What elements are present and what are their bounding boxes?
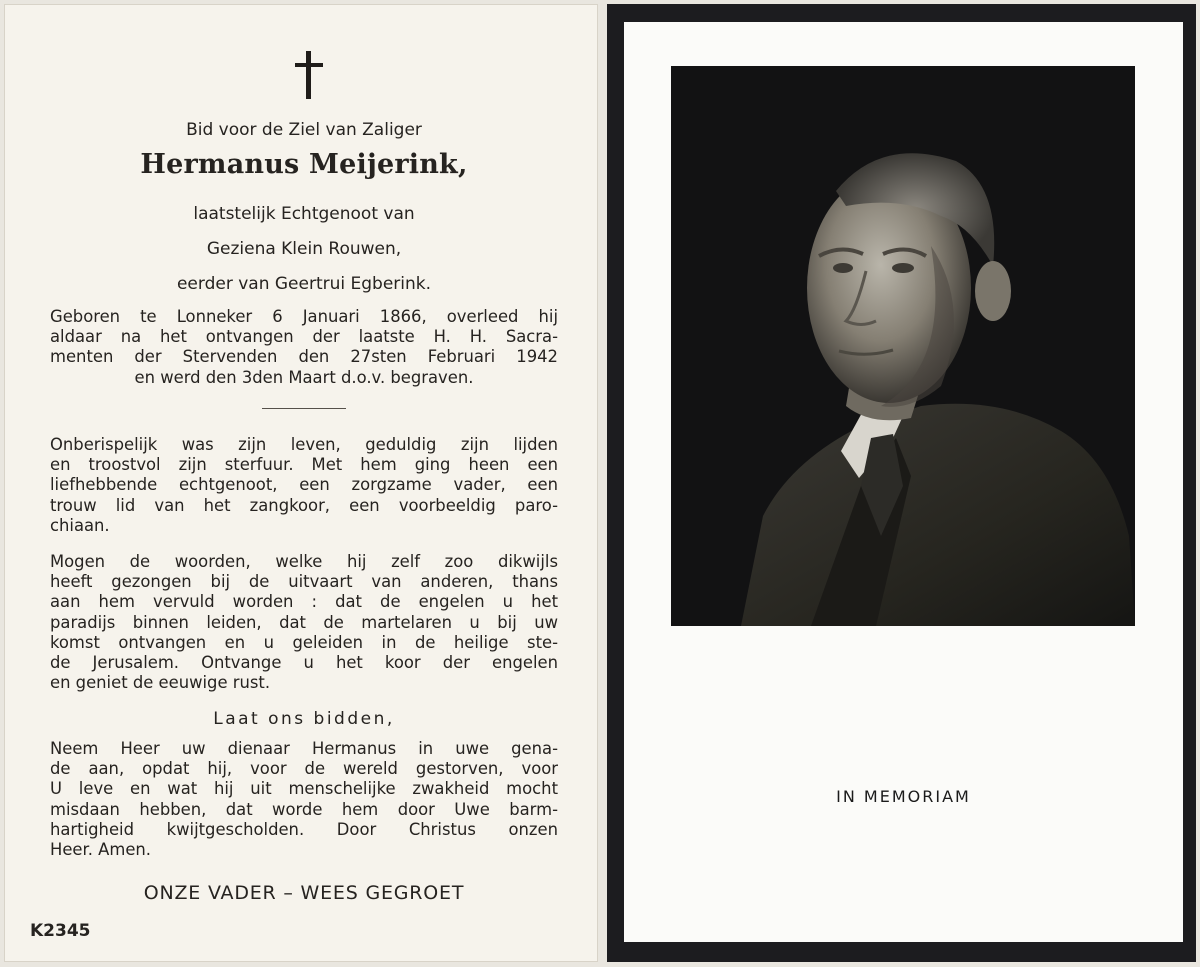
closing-prayers: ONZE VADER – WEES GEGROET (143, 882, 465, 904)
wish-line: de Jerusalem. Ontvange u het koor der engelen (50, 653, 558, 673)
prayer-line: hartigheid kwijtgescholden. Door Christus onzen (50, 819, 558, 839)
prayer-line: misdaan hebben, dat worde hem door Uwe barm- (50, 799, 558, 819)
spouse-label: laatstelijk Echtgenoot van (193, 204, 415, 224)
prayer-line: de aan, opdat hij, voor de wereld gestorven, voor (50, 759, 558, 779)
prayer-paragraph (50, 739, 558, 860)
previous-spouse: eerder van Geertrui Egberink. (176, 274, 432, 294)
tribute-line: chiaan. (50, 515, 110, 535)
wish-paragraph (50, 552, 558, 693)
spouse-name: Geziena Klein Rouwen, (206, 239, 402, 259)
tribute-line: liefhebbende echtgenoot, een zorgzame vader, een (50, 475, 558, 495)
deceased-name: Hermanus Meijerink, (140, 149, 468, 180)
biography-line: menten der Stervenden den 27sten Februari 1942 (50, 347, 558, 367)
memorial-photo-card (607, 4, 1196, 962)
wish-line: heeft gezongen bij de uitvaart van anderen, thans (50, 572, 558, 592)
prayer-line: Neem Heer uw dienaar Hermanus in uwe gena- (50, 739, 558, 758)
tribute-line: trouw lid van het zangkoor, een voorbeeldig paro- (50, 495, 558, 515)
prayer-heading: Laat ons bidden, (213, 709, 395, 729)
biography-paragraph (50, 307, 558, 388)
prayer-line: U leve en wat hij uit menschelijke zwakheid mocht (50, 779, 558, 799)
tribute-paragraph (50, 435, 558, 536)
tribute-line: Onberispelijk was zijn leven, geduldig zijn lijden (50, 435, 558, 454)
memorial-text-card (4, 4, 598, 962)
prayer-line: Heer. Amen. (50, 840, 152, 860)
card-code: K2345 (30, 921, 91, 941)
in-memoriam-caption: IN MEMORIAM (836, 787, 971, 806)
photo-card-panel (624, 22, 1183, 942)
portrait-photo (671, 66, 1135, 626)
wish-line: komst ontvangen en u geleiden in de heilige ste- (50, 632, 558, 652)
section-divider (262, 408, 346, 409)
tribute-line: en troostvol zijn sterfuur. Met hem ging heen een (50, 455, 558, 475)
wish-line: Mogen de woorden, welke hij zelf zoo dikwijls (50, 552, 558, 571)
wish-line: en geniet de eeuwige rust. (50, 673, 271, 693)
biography-line: en werd den 3den Maart d.o.v. begraven. (134, 367, 474, 387)
wish-line: paradijs binnen leiden, dat de martelaren u bij uw (50, 612, 558, 632)
wish-line: aan hem vervuld worden : dat de engelen u het (50, 592, 558, 612)
biography-line: aldaar na het ontvangen der laatste H. H. Sacra- (50, 327, 558, 347)
biography-line: Geboren te Lonneker 6 Januari 1866, overleed hij (50, 307, 558, 326)
intro-line: Bid voor de Ziel van Zaliger (186, 120, 422, 140)
cross-icon (295, 51, 323, 99)
